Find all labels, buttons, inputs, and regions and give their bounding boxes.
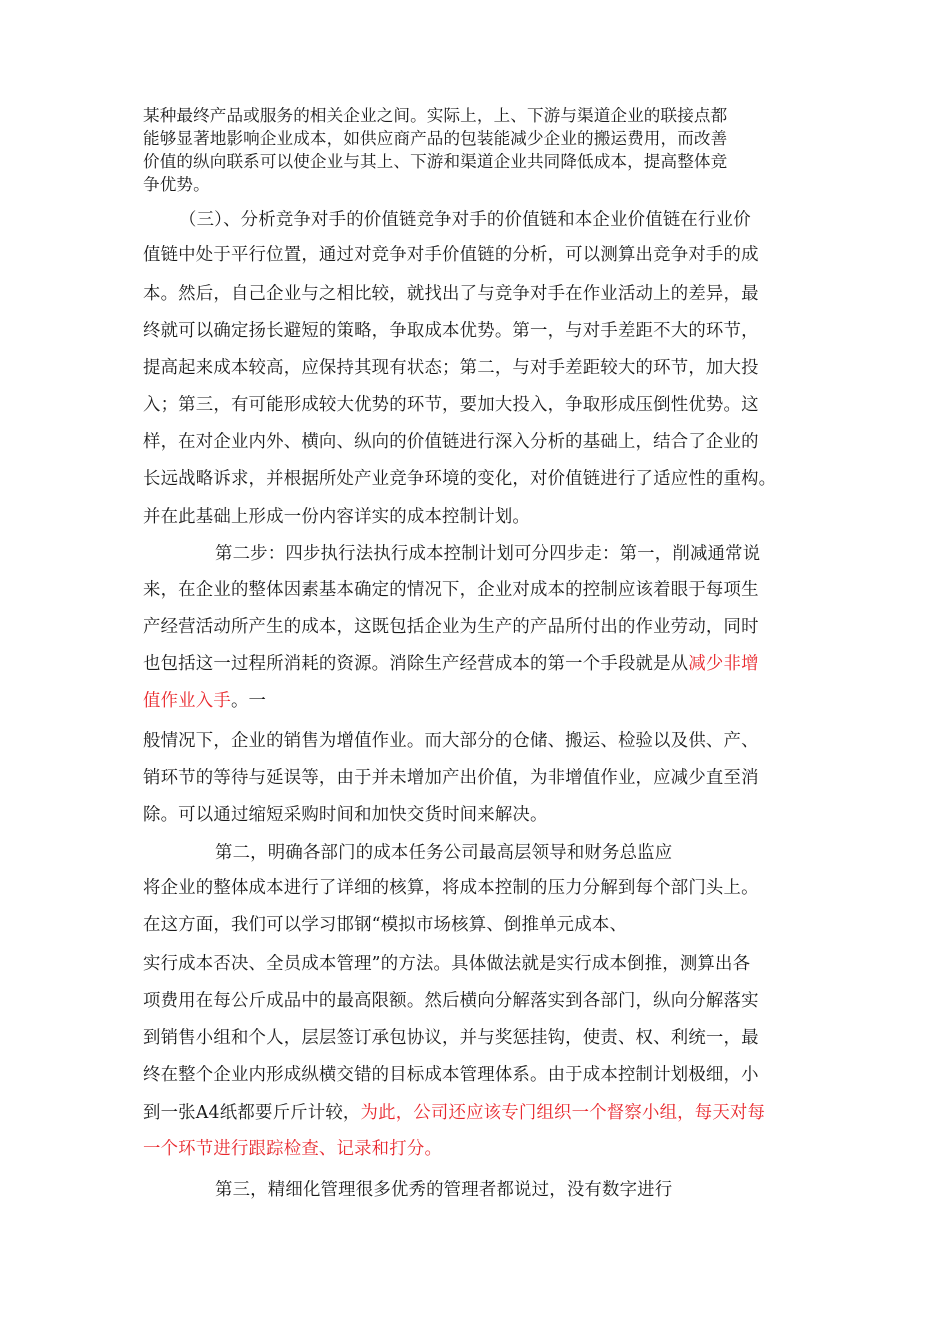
text-line: 除。可以通过缩短采购时间和加快交货时间来解决。 bbox=[143, 805, 548, 825]
text-line: 第二步：四步执行法执行成本控制计划可分四步走：第一，削减通常说 bbox=[215, 544, 761, 564]
text-line: 值链中处于平行位置，通过对竞争对手价值链的分析，可以测算出竞争对手的成 bbox=[143, 245, 759, 265]
text-line: 长远战略诉求，并根据所处产业竞争环境的变化，对价值链进行了适应性的重构。 bbox=[143, 469, 777, 489]
text-line: 终就可以确定扬长避短的策略，争取成本优势。第一，与对手差距不大的环节， bbox=[143, 321, 759, 341]
text-line: 价值的纵向联系可以使企业与其上、下游和渠道企业共同降低成本，提高整体竞 bbox=[143, 152, 728, 171]
text-line: 样，在对企业内外、横向、纵向的价值链进行深入分析的基础上，结合了企业的 bbox=[143, 432, 759, 452]
text-line: 销环节的等待与延误等，由于并未增加产出价值，为非增值作业，应减少直至消 bbox=[143, 768, 759, 788]
text-line: 能够显著地影响企业成本，如供应商产品的包装能减少企业的搬运费用，而改善 bbox=[143, 129, 728, 148]
text-line: 本。然后，自己企业与之相比较，就找出了与竞争对手在作业活动上的差异，最 bbox=[143, 284, 759, 304]
text-line: 来，在企业的整体因素基本确定的情况下，企业对成本的控制应该着眼于每项生 bbox=[143, 580, 759, 600]
text-line: 入；第三，有可能形成较大优势的环节，要加大投入，争取形成压倒性优势。这 bbox=[143, 395, 759, 415]
text-line: 第二，明确各部门的成本任务公司最高层领导和财务总监应 bbox=[215, 843, 673, 863]
text-line: 第三，精细化管理很多优秀的管理者都说过，没有数字进行 bbox=[215, 1180, 673, 1200]
text-line: 到销售小组和个人，层层签订承包协议，并与奖惩挂钩，使责、权、利统一，最 bbox=[143, 1028, 759, 1048]
text-line: 值作业入手。一 bbox=[143, 691, 267, 711]
highlight-text: 减少非增 bbox=[688, 654, 759, 674]
highlight-text: 值作业入手 bbox=[143, 691, 231, 711]
text-line: 并在此基础上形成一份内容详实的成本控制计划。 bbox=[143, 507, 530, 527]
text-line: 争优势。 bbox=[143, 175, 210, 194]
text-line: 某种最终产品或服务的相关企业之间。实际上，上、下游与渠道企业的联接点都 bbox=[143, 106, 728, 125]
text-line: 在这方面，我们可以学习邯钢“模拟市场核算、倒推单元成本、 bbox=[143, 915, 628, 935]
text-line: 也包括这一过程所消耗的资源。消除生产经营成本的第一个手段就是从减少非增 bbox=[143, 654, 759, 674]
text-line: 实行成本否决、全员成本管理”的方法。具体做法就是实行成本倒推，测算出各 bbox=[143, 954, 751, 974]
text-line bbox=[143, 1138, 442, 1160]
highlight-text: 为此，公司还应该专门组织一个督察小组，每天对每 bbox=[360, 1103, 766, 1123]
highlight-text: 一个环节进行跟踪检查、记录和打分。 bbox=[143, 1139, 443, 1159]
text-line: 产经营活动所产生的成本，这既包括企业为生产的产品所付出的作业劳动，同时 bbox=[143, 617, 759, 637]
text-line: 项费用在每公斤成品中的最高限额。然后横向分解落实到各部门，纵向分解落实 bbox=[143, 991, 759, 1011]
text-line: 提高起来成本较高，应保持其现有状态；第二，与对手差距较大的环节，加大投 bbox=[143, 358, 759, 378]
text-line: （三）、分析竞争对手的价值链竞争对手的价值链和本企业价值链在行业价 bbox=[179, 210, 751, 230]
text-line: 终在整个企业内形成纵横交错的目标成本管理体系。由于成本控制计划极细，小 bbox=[143, 1065, 759, 1085]
text-line: 般情况下，企业的销售为增值作业。而大部分的仓储、搬运、检验以及供、产、 bbox=[143, 731, 759, 751]
text-line: 将企业的整体成本进行了详细的核算，将成本控制的压力分解到每个部门头上。 bbox=[143, 878, 759, 898]
text-line: 到一张A4纸都要斤斤计较，为此，公司还应该专门组织一个督察小组，每天对每 bbox=[143, 1103, 766, 1123]
